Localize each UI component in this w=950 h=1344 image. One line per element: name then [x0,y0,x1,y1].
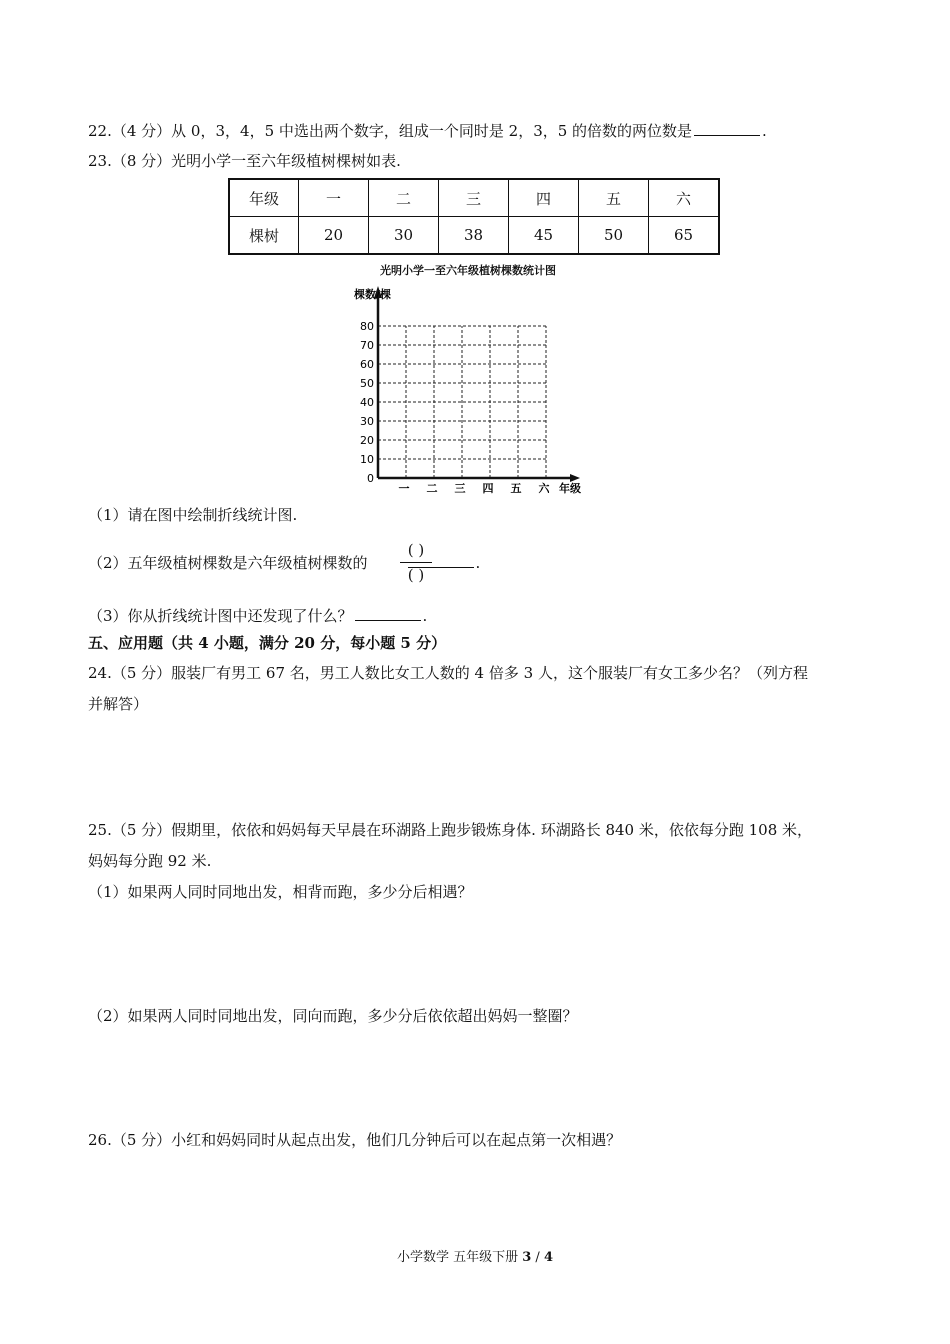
y-tick-label: 20 [360,434,374,447]
page-number: 3 [522,1250,532,1265]
x-tick-label: 四 [482,482,494,495]
question-22-text: 22.（4 分）从 0，3，4，5 中选出两个数字，组成一个同时是 2，3，5 的倍数的两位数是 [88,122,693,140]
table-row [229,217,719,255]
fraction-numerator: ( ) [407,541,425,559]
table-header-count: 棵树 [229,217,299,255]
x-tick-label: 六 [538,482,550,495]
y-tick-label: 50 [360,377,374,390]
x-tick-label: 五 [510,482,522,495]
question-26-text: 26.（5 分）小红和妈妈同时从起点出发，他们几分钟后可以在起点第一次相遇？ [88,1131,622,1149]
x-axis-label: 年级 [559,482,581,495]
table-cell: 四 [509,179,579,217]
answer-blank[interactable] [355,606,421,621]
y-tick-label: 30 [360,415,374,428]
table-cell: 一 [299,179,369,217]
question-25-sub2: （2）如果两人同时同地出发，同向而跑，多少分后依依超出妈妈一整圈？ [88,1007,578,1025]
question-23-sub3: （3）你从折线统计图中还发现了什么？ . [88,607,428,625]
chart-title: 光明小学一至六年级植树棵数统计图 [380,264,556,277]
table-cell: 65 [649,217,720,255]
table-cell: 45 [509,217,579,255]
section-heading: 五、应用题（共 4 小题，满分 20 分，每小题 5 分） [88,634,447,652]
page-footer: 小学数学 五年级下册 3 / 4 [396,1250,553,1265]
answer-blank[interactable] [694,121,760,136]
footer-label: 小学数学 五年级下册 [396,1250,523,1265]
fraction-blank[interactable] [400,540,432,585]
table-cell: 三 [439,179,509,217]
question-25-line2: 妈妈每分跑 92 米. [88,852,212,870]
question-24-line1: 24.（5 分）服装厂有男工 67 名，男工人数比女工人数的 4 倍多 3 人，这个服装厂有女工多少名？（列方程 [88,664,808,682]
y-tick-label: 60 [360,358,374,371]
question-23-text: 23.（8 分）光明小学一至六年级植树棵树如表. [88,152,401,170]
x-tick-label: 一 [398,482,410,495]
table-cell: 50 [579,217,649,255]
page-total: 4 [543,1250,553,1265]
question-23-sub1: （1）请在图中绘制折线统计图. [88,506,298,524]
table-cell: 38 [439,217,509,255]
fraction-denominator: ( ) [407,566,425,584]
table-row [229,179,719,217]
question-23-sub2: （2）五年级植树棵数是六年级植树棵数的 . [88,554,481,572]
x-tick-label: 三 [454,482,466,495]
x-tick-label: 二 [426,482,438,495]
y-tick-label: 80 [360,320,374,333]
question-25-sub1: （1）如果两人同时同地出发，相背而跑，多少分后相遇？ [88,883,473,901]
x-axis-arrow [570,474,580,482]
question-22: 22.（4 分）从 0，3，4，5 中选出两个数字，组成一个同时是 2，3，5 的倍数的两位数是 . [88,122,767,140]
table-cell: 30 [369,217,439,255]
y-tick-label: 10 [360,453,374,466]
question-25-line1: 25.（5 分）假期里，依依和妈妈每天早晨在环湖路上跑步锻炼身体. 环湖路长 840 米，依依每分跑 108 米， [88,821,813,839]
table-cell: 五 [579,179,649,217]
y-axis-label: 棵数/棵 [354,288,392,301]
question-24-line2: 并解答） [88,695,149,713]
table-cell: 二 [369,179,439,217]
table-cell: 20 [299,217,369,255]
line-chart-grid[interactable] [340,280,590,500]
table-header-grade: 年级 [229,179,299,217]
planting-table [228,178,720,255]
y-tick-label: 70 [360,339,374,352]
y-tick-label: 40 [360,396,374,409]
y-tick-label: 0 [367,472,374,485]
table-cell: 六 [649,179,720,217]
